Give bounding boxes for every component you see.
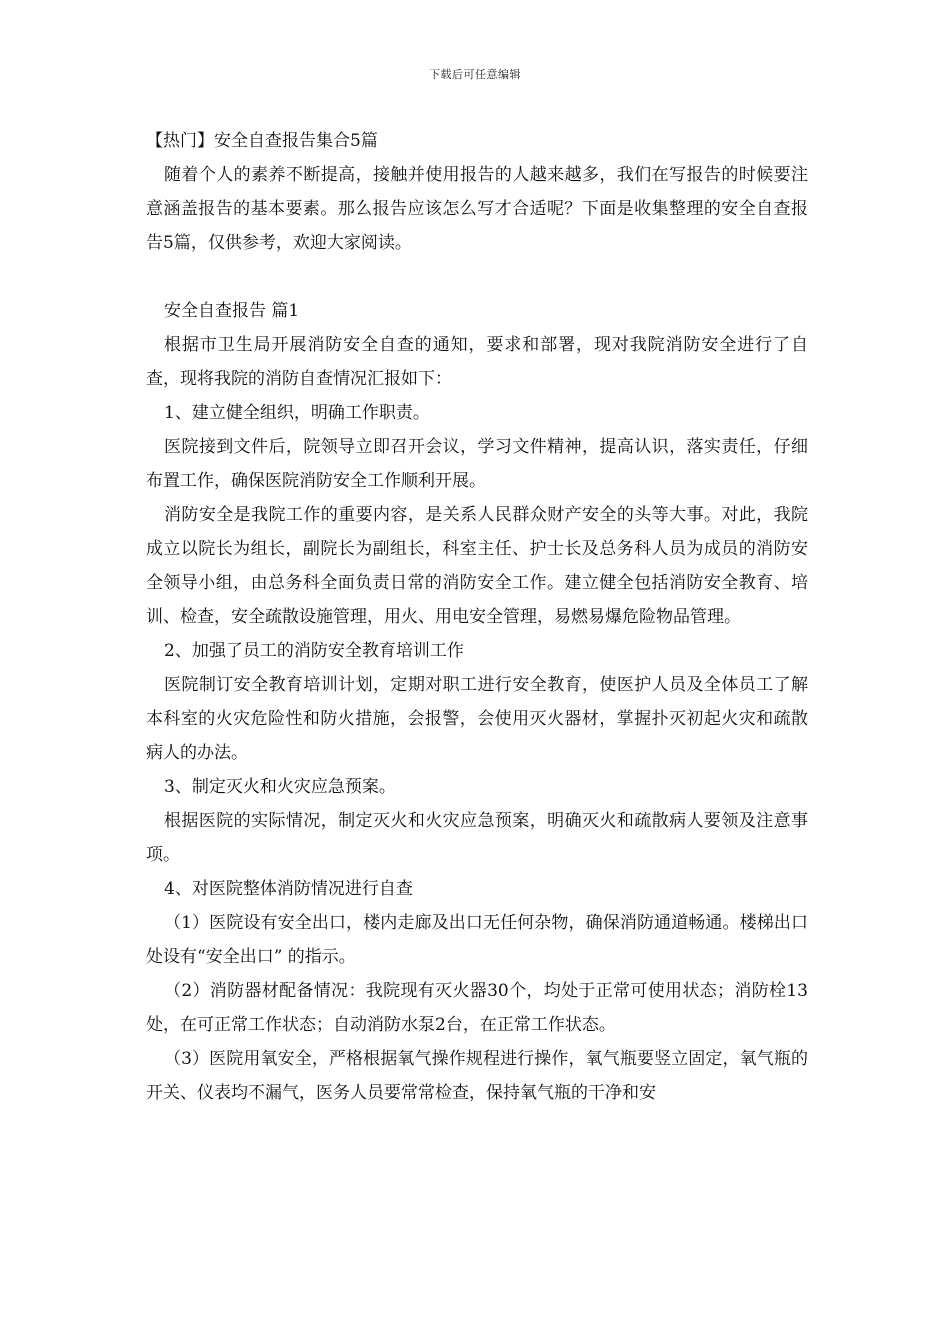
header-note: 下载后可任意编辑 <box>429 68 521 81</box>
document-title: 【热门】安全自查报告集合5篇 <box>146 131 378 151</box>
body-paragraph: 根据医院的实际情况，制定灭火和火灾应急预案，明确灭火和疏散病人要领及注意事项。 <box>146 811 808 865</box>
section-heading: 安全自查报告 篇1 <box>164 301 300 321</box>
body-paragraph: （3）医院用氧安全，严格根据氧气操作规程进行操作，氧气瓶要竖立固定，氧气瓶的开关、仪表均不漏气，医务人员要常常检查，保持氧气瓶的干净和安 <box>146 1049 808 1103</box>
body-paragraph: 根据市卫生局开展消防安全自查的通知，要求和部署，现对我院消防安全进行了自查，现将我院的消防自查情况汇报如下： <box>146 335 808 389</box>
body-paragraph: 消防安全是我院工作的重要内容，是关系人民群众财产安全的头等大事。对此，我院成立以院长为组长，副院长为副组长，科室主任、护士长及总务科人员为成员的消防安全领导小组，由总务科全面负责日常的消防安全工作。建立健全包括消防安全教育、培训、检查，安全疏散设施管理，用火、用电安全管理，易燃易爆危险物品管理。 <box>146 505 808 627</box>
paragraph-spacer <box>146 260 808 294</box>
body-paragraph: 2、加强了员工的消防安全教育培训工作 <box>164 641 464 661</box>
body-paragraph: 3、制定灭火和火灾应急预案。 <box>164 777 396 797</box>
document-body <box>146 124 808 1110</box>
body-paragraph: 医院接到文件后，院领导立即召开会议，学习文件精神，提高认识，落实责任，仔细布置工作，确保医院消防安全工作顺利开展。 <box>146 437 808 491</box>
body-paragraph: 医院制订安全教育培训计划，定期对职工进行安全教育，使医护人员及全体员工了解本科室的火灾危险性和防火措施，会报警，会使用灭火器材，掌握扑灭初起火灾和疏散病人的办法。 <box>146 675 808 763</box>
body-paragraph: （1）医院设有安全出口，楼内走廊及出口无任何杂物，确保消防通道畅通。楼梯出口处设有“安全出口” 的指示。 <box>146 913 808 967</box>
intro-paragraph: 随着个人的素养不断提高，接触并使用报告的人越来越多，我们在写报告的时候要注意涵盖报告的基本要素。那么报告应该怎么写才合适呢？下面是收集整理的安全自查报告5篇，仅供参考，欢迎大家阅读。 <box>146 165 808 253</box>
body-paragraph: （2）消防器材配备情况：我院现有灭火器30个，均处于正常可使用状态；消防栓13处，在可正常工作状态；自动消防水泵2台，在正常工作状态。 <box>146 981 808 1035</box>
body-paragraph: 4、对医院整体消防情况进行自查 <box>164 879 413 899</box>
body-paragraph: 1、建立健全组织，明确工作职责。 <box>164 403 430 423</box>
